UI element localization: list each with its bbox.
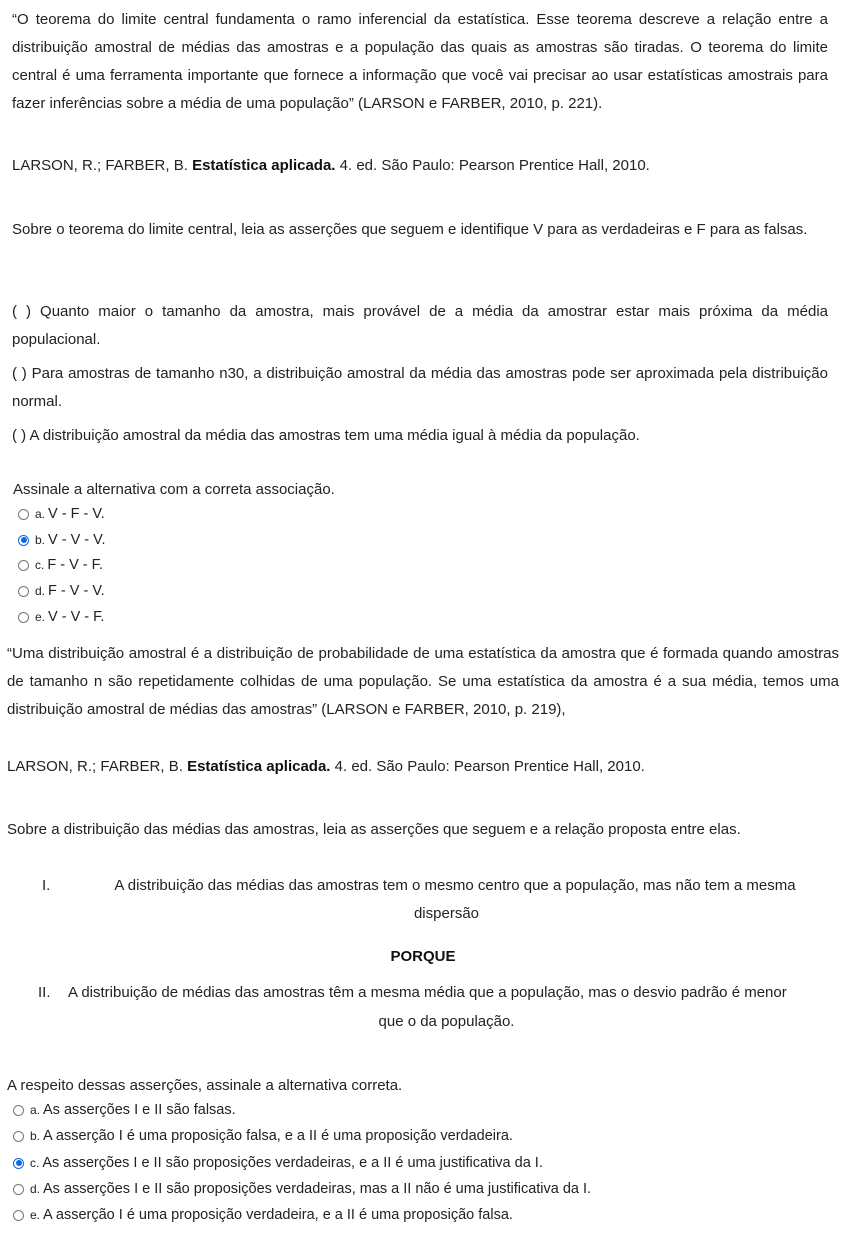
radio-button-selected[interactable] bbox=[18, 535, 29, 546]
assertion-1-line-2: dispersão bbox=[413, 905, 480, 922]
q2-instruction: Sobre a distribuição das médias das amostras, leia as asserções que seguem e a relação proposta entre elas. bbox=[7, 821, 741, 838]
option-letter: e. bbox=[35, 610, 46, 624]
option-letter: b. bbox=[35, 533, 46, 547]
option-text: V - F - V. bbox=[48, 506, 105, 522]
assertion-1-line-1: A distribuição das médias das amostras tem o mesmo centro que a população, mas não tem a mesma bbox=[114, 877, 796, 894]
q1-ref-title: Estatística aplicada. bbox=[192, 157, 336, 174]
q1-option-c[interactable] bbox=[18, 554, 103, 576]
q1-instruction: Sobre o teorema do limite central, leia as asserções que seguem e identifique V para as verdadeiras e F para as falsas. bbox=[12, 221, 808, 238]
q1-prompt: Assinale a alternativa com a correta associação. bbox=[13, 481, 335, 498]
q1-ref-rest: 4. ed. São Paulo: Pearson Prentice Hall, 2010. bbox=[339, 157, 650, 174]
assertion-2-number: II. bbox=[38, 984, 51, 1001]
q1-statement-1: ( ) Quanto maior o tamanho da amostra, mais provável de a média da amostrar estar mais próxima da média populacional. bbox=[12, 303, 828, 348]
q2-option-b[interactable] bbox=[13, 1125, 513, 1147]
q2-ref-rest: 4. ed. São Paulo: Pearson Prentice Hall, 2010. bbox=[334, 758, 645, 775]
option-text: As asserções I e II são falsas. bbox=[43, 1102, 236, 1118]
assertion-2-line-1: A distribuição de médias das amostras têm a mesma média que a população, mas o desvio padrão é menor bbox=[68, 984, 787, 1001]
option-text: A asserção I é uma proposição falsa, e a II é uma proposição verdadeira. bbox=[43, 1128, 513, 1144]
option-text: A asserção I é uma proposição verdadeira, e a II é uma proposição falsa. bbox=[43, 1207, 513, 1223]
q2-option-e[interactable] bbox=[13, 1204, 513, 1226]
option-text: F - V - V. bbox=[48, 583, 105, 599]
q2-option-d[interactable] bbox=[13, 1178, 591, 1200]
radio-button[interactable] bbox=[13, 1105, 24, 1116]
option-text: V - V - F. bbox=[48, 609, 105, 625]
q1-option-a[interactable] bbox=[18, 503, 105, 525]
option-letter: b. bbox=[30, 1129, 41, 1143]
radio-button-selected[interactable] bbox=[13, 1158, 24, 1169]
q1-statement-3: ( ) A distribuição amostral da média das amostras tem uma média igual à média da população. bbox=[12, 427, 640, 444]
q2-reference bbox=[7, 753, 839, 781]
radio-button[interactable] bbox=[18, 509, 29, 520]
q1-statement-2: ( ) Para amostras de tamanho n30, a distribuição amostral da média das amostras pode ser aproximada pela distribuição normal. bbox=[12, 365, 828, 410]
radio-button[interactable] bbox=[13, 1184, 24, 1195]
option-text: As asserções I e II são proposições verdadeiras, mas a II não é uma justificativa da I. bbox=[43, 1181, 592, 1197]
q2-quote: “Uma distribuição amostral é a distribuição de probabilidade de uma estatística da amostra que é formada quando amostras de tamanho n são repetidamente colhidas de uma população. Se uma estatística da amostra é a sua média, temos uma distribuição amostral de médias das amostras” (LARSON e FARBER, 2010, p. 219), bbox=[7, 645, 839, 718]
option-letter: c. bbox=[30, 1156, 40, 1170]
q2-prompt: A respeito dessas asserções, assinale a alternativa correta. bbox=[7, 1077, 403, 1094]
assertion-1-number: I. bbox=[42, 877, 51, 894]
assertion-2-line-2: que o da população. bbox=[378, 1013, 515, 1030]
q2-ref-title: Estatística aplicada. bbox=[187, 758, 331, 775]
q1-ref-authors: LARSON, R.; FARBER, B. bbox=[12, 157, 188, 174]
radio-button[interactable] bbox=[13, 1210, 24, 1221]
option-text: V - V - V. bbox=[48, 532, 106, 548]
porque-label: PORQUE bbox=[390, 948, 456, 965]
option-letter: a. bbox=[35, 507, 46, 521]
radio-button[interactable] bbox=[18, 586, 29, 597]
q1-option-e[interactable] bbox=[18, 606, 104, 628]
option-letter: e. bbox=[30, 1208, 41, 1222]
q2-ref-authors: LARSON, R.; FARBER, B. bbox=[7, 758, 183, 775]
option-text: F - V - F. bbox=[47, 557, 103, 573]
q1-quote: “O teorema do limite central fundamenta o ramo inferencial da estatística. Esse teorema descreve a relação entre a distribuição amostral de médias das amostras e a população das quais as amostras são tiradas. O teorema do limite central é uma ferramenta importante que fornece a informação que você vai precisar ao usar estatísticas amostrais para fazer inferências sobre a média de uma população” (LARSON e FARBER, 2010, p. 221). bbox=[12, 11, 828, 112]
option-letter: d. bbox=[30, 1182, 41, 1196]
q2-option-c[interactable] bbox=[13, 1152, 543, 1174]
radio-button[interactable] bbox=[13, 1131, 24, 1142]
q2-option-a[interactable] bbox=[13, 1099, 236, 1121]
option-letter: a. bbox=[30, 1103, 41, 1117]
radio-button[interactable] bbox=[18, 612, 29, 623]
q1-option-b[interactable] bbox=[18, 529, 106, 551]
option-letter: c. bbox=[35, 558, 45, 572]
option-text: As asserções I e II são proposições verdadeiras, e a II é uma justificativa da I. bbox=[42, 1155, 543, 1171]
option-letter: d. bbox=[35, 584, 46, 598]
radio-button[interactable] bbox=[18, 560, 29, 571]
q1-reference bbox=[12, 152, 828, 180]
q1-option-d[interactable] bbox=[18, 580, 105, 602]
